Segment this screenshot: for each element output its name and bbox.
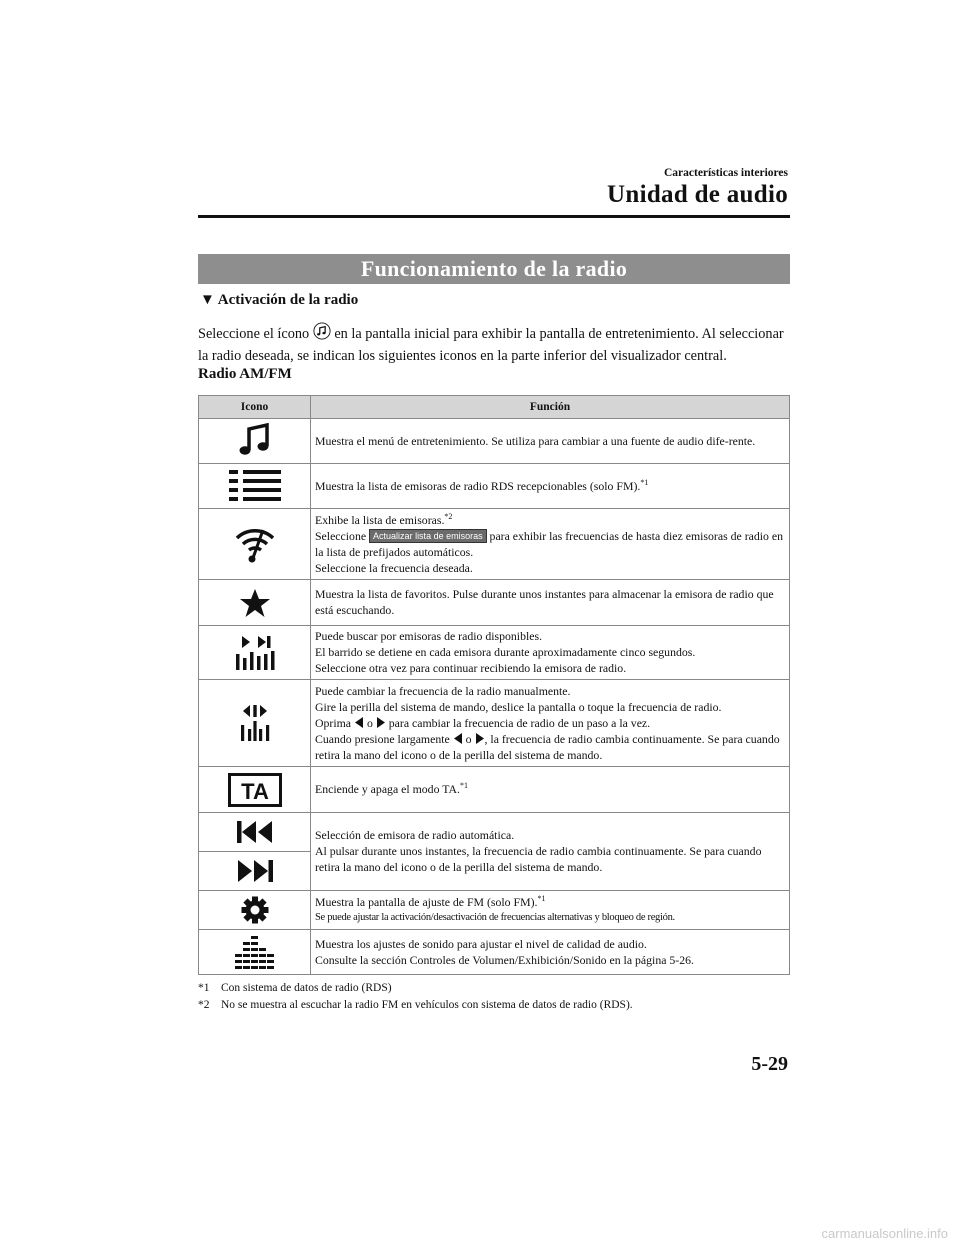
table-row [199,464,790,509]
table-row [199,767,790,813]
table-row [199,580,790,626]
row-text [311,509,790,580]
arrow-right-icon [376,717,386,728]
section-banner: Funcionamiento de la radio [198,254,790,284]
table-row [199,930,790,975]
table-row [199,626,790,680]
row-line-text: o [465,731,472,746]
footnote-ref: *1 [537,893,546,903]
seek-back-icon [235,819,275,845]
ta-icon [228,773,282,807]
watermark: carmanualsonline.info [821,1226,948,1241]
signal-icon [233,524,277,564]
row-line: Muestra los ajustes de sonido para ajustar el nivel de calidad de audio. [315,936,647,951]
icon-cell [199,626,311,680]
row-line: Consulte la sección Controles de Volumen/Exhibición/Sonido en la página 5-26. [315,952,694,967]
icon-cell [199,509,311,580]
table-row [199,813,790,891]
station-list-icon [227,469,283,503]
triangle-marker-icon: ▼ [200,292,215,308]
footnote-ref: *1 [459,781,468,791]
section-header: Características interiores [663,167,788,179]
row-line-text: Oprima [315,715,352,730]
chapter-title: Unidad de audio [607,181,788,208]
seek-back-cell [199,813,310,852]
arrow-right-icon [475,733,485,744]
footnotes [198,980,633,1014]
row-line [315,528,785,560]
row-line: Puede buscar por emisoras de radio disponibles. [315,629,543,643]
footnote-mark: *2 [198,999,210,1011]
row-line [315,715,785,731]
row-line-text: Muestra la pantalla de ajuste de FM (solo FM). [315,894,538,909]
row-text [311,626,790,680]
row-line-text: o [366,715,373,730]
icon-cell [199,680,311,767]
star-icon [239,588,271,618]
row-text: Muestra el menú de entretenimiento. Se utiliza para cambiar a una fuente de audio dife-rente. [311,419,790,464]
row-line-text: Exhibe la lista de emisoras. [315,512,445,527]
icon-cell [199,813,311,891]
scan-icon [233,634,277,672]
row-text [311,813,790,891]
subheading [200,292,358,309]
icon-cell [199,891,311,930]
row-line-text: para cambiar la frecuencia de radio de un paso a la vez. [388,715,651,730]
icon-cell [199,767,311,813]
icon-cell [199,419,311,464]
seek-forward-cell [199,852,310,890]
footnote [198,997,633,1014]
table-header-row [199,396,790,419]
row-text-main: Enciende y apaga el modo TA. [315,782,460,796]
update-station-list-button[interactable]: Actualizar lista de emisoras [369,529,487,543]
row-line: Seleccione otra vez para continuar recibiendo la emisora de radio. [315,661,627,675]
tune-icon [239,703,271,743]
row-line [315,731,785,763]
footnote-mark: *1 [198,982,210,994]
row-text [311,767,790,813]
icon-cell [199,930,311,975]
icon-cell [199,464,311,509]
arrow-left-icon [453,733,463,744]
row-line: Selección de emisora de radio automática. [315,828,515,842]
footnote [198,980,633,997]
arrow-left-icon [354,717,364,728]
gear-icon [241,896,269,924]
row-line-text: para exhibir las frecuencias de hasta diez emisoras de radio en la lista de prefijados automáticos. [315,528,784,559]
footnote-ref: *1 [640,477,649,487]
intro-paragraph [198,322,792,367]
intro-after-icon: en la pantalla inicial para exhibir la pantalla de entretenimiento. Al seleccionar la radio deseada, se indican los siguientes iconos en la parte inferior del visualizador central. [198,326,784,364]
intro-before-icon: Seleccione el ícono [198,326,310,342]
row-line: Seleccione la frecuencia deseada. [315,560,473,575]
row-text [311,891,790,930]
row-line: Se puede ajustar la activación/desactivación de frecuencias alternativas y bloqueo de región. [315,911,675,923]
music-note-icon [313,322,331,340]
function-table [198,395,790,975]
row-line-text: Seleccione [315,528,367,543]
table-row [199,509,790,580]
row-line [315,894,785,910]
row-text [311,680,790,767]
footnote-text: No se muestra al escuchar la radio FM en vehículos con sistema de datos de radio (RDS). [221,999,633,1011]
subheading-text: Activación de la radio [217,292,359,308]
table-row [199,891,790,930]
header-rule [198,215,790,218]
ta-icon-label: TA [240,778,269,804]
row-line-text: , la frecuencia de radio cambia continuamente. Se para cuando retira la mano del icono o de la perilla del sistema de mando. [315,731,780,762]
row-line: Puede cambiar la frecuencia de la radio manualmente. [315,683,571,698]
footnote-ref: *2 [444,511,453,521]
row-text-main: Muestra la lista de emisoras de radio RDS recepcionables (solo FM). [315,478,641,493]
column-header-icon: Icono [199,396,311,419]
table-row [199,680,790,767]
row-line: El barrido se detiene en cada emisora durante aproximadamente cinco segundos. [315,645,696,659]
radio-heading: Radio AM/FM [198,366,292,382]
row-line: Gire la perilla del sistema de mando, deslice la pantalla o toque la frecuencia de radio. [315,699,722,714]
seek-forward-icon [235,858,275,884]
row-text: Muestra la lista de favoritos. Pulse durante unos instantes para almacenar la emisora de radio que está escuchando. [311,580,790,626]
row-text [311,930,790,975]
row-text [311,464,790,509]
music-note-icon [235,423,275,459]
row-line: Al pulsar durante unos instantes, la frecuencia de radio cambia continuamente. Se para cuando retira la mano del icono o de la perilla del sistema de mando. [315,844,762,874]
footnote-text: Con sistema de datos de radio (RDS) [221,982,392,994]
page-number: 5-29 [751,1053,788,1075]
table-row [199,419,790,464]
icon-cell [199,580,311,626]
row-line [315,512,785,528]
column-header-function: Función [311,396,790,419]
row-line-text: Cuando presione largamente [315,731,450,746]
sound-settings-icon [235,935,275,969]
